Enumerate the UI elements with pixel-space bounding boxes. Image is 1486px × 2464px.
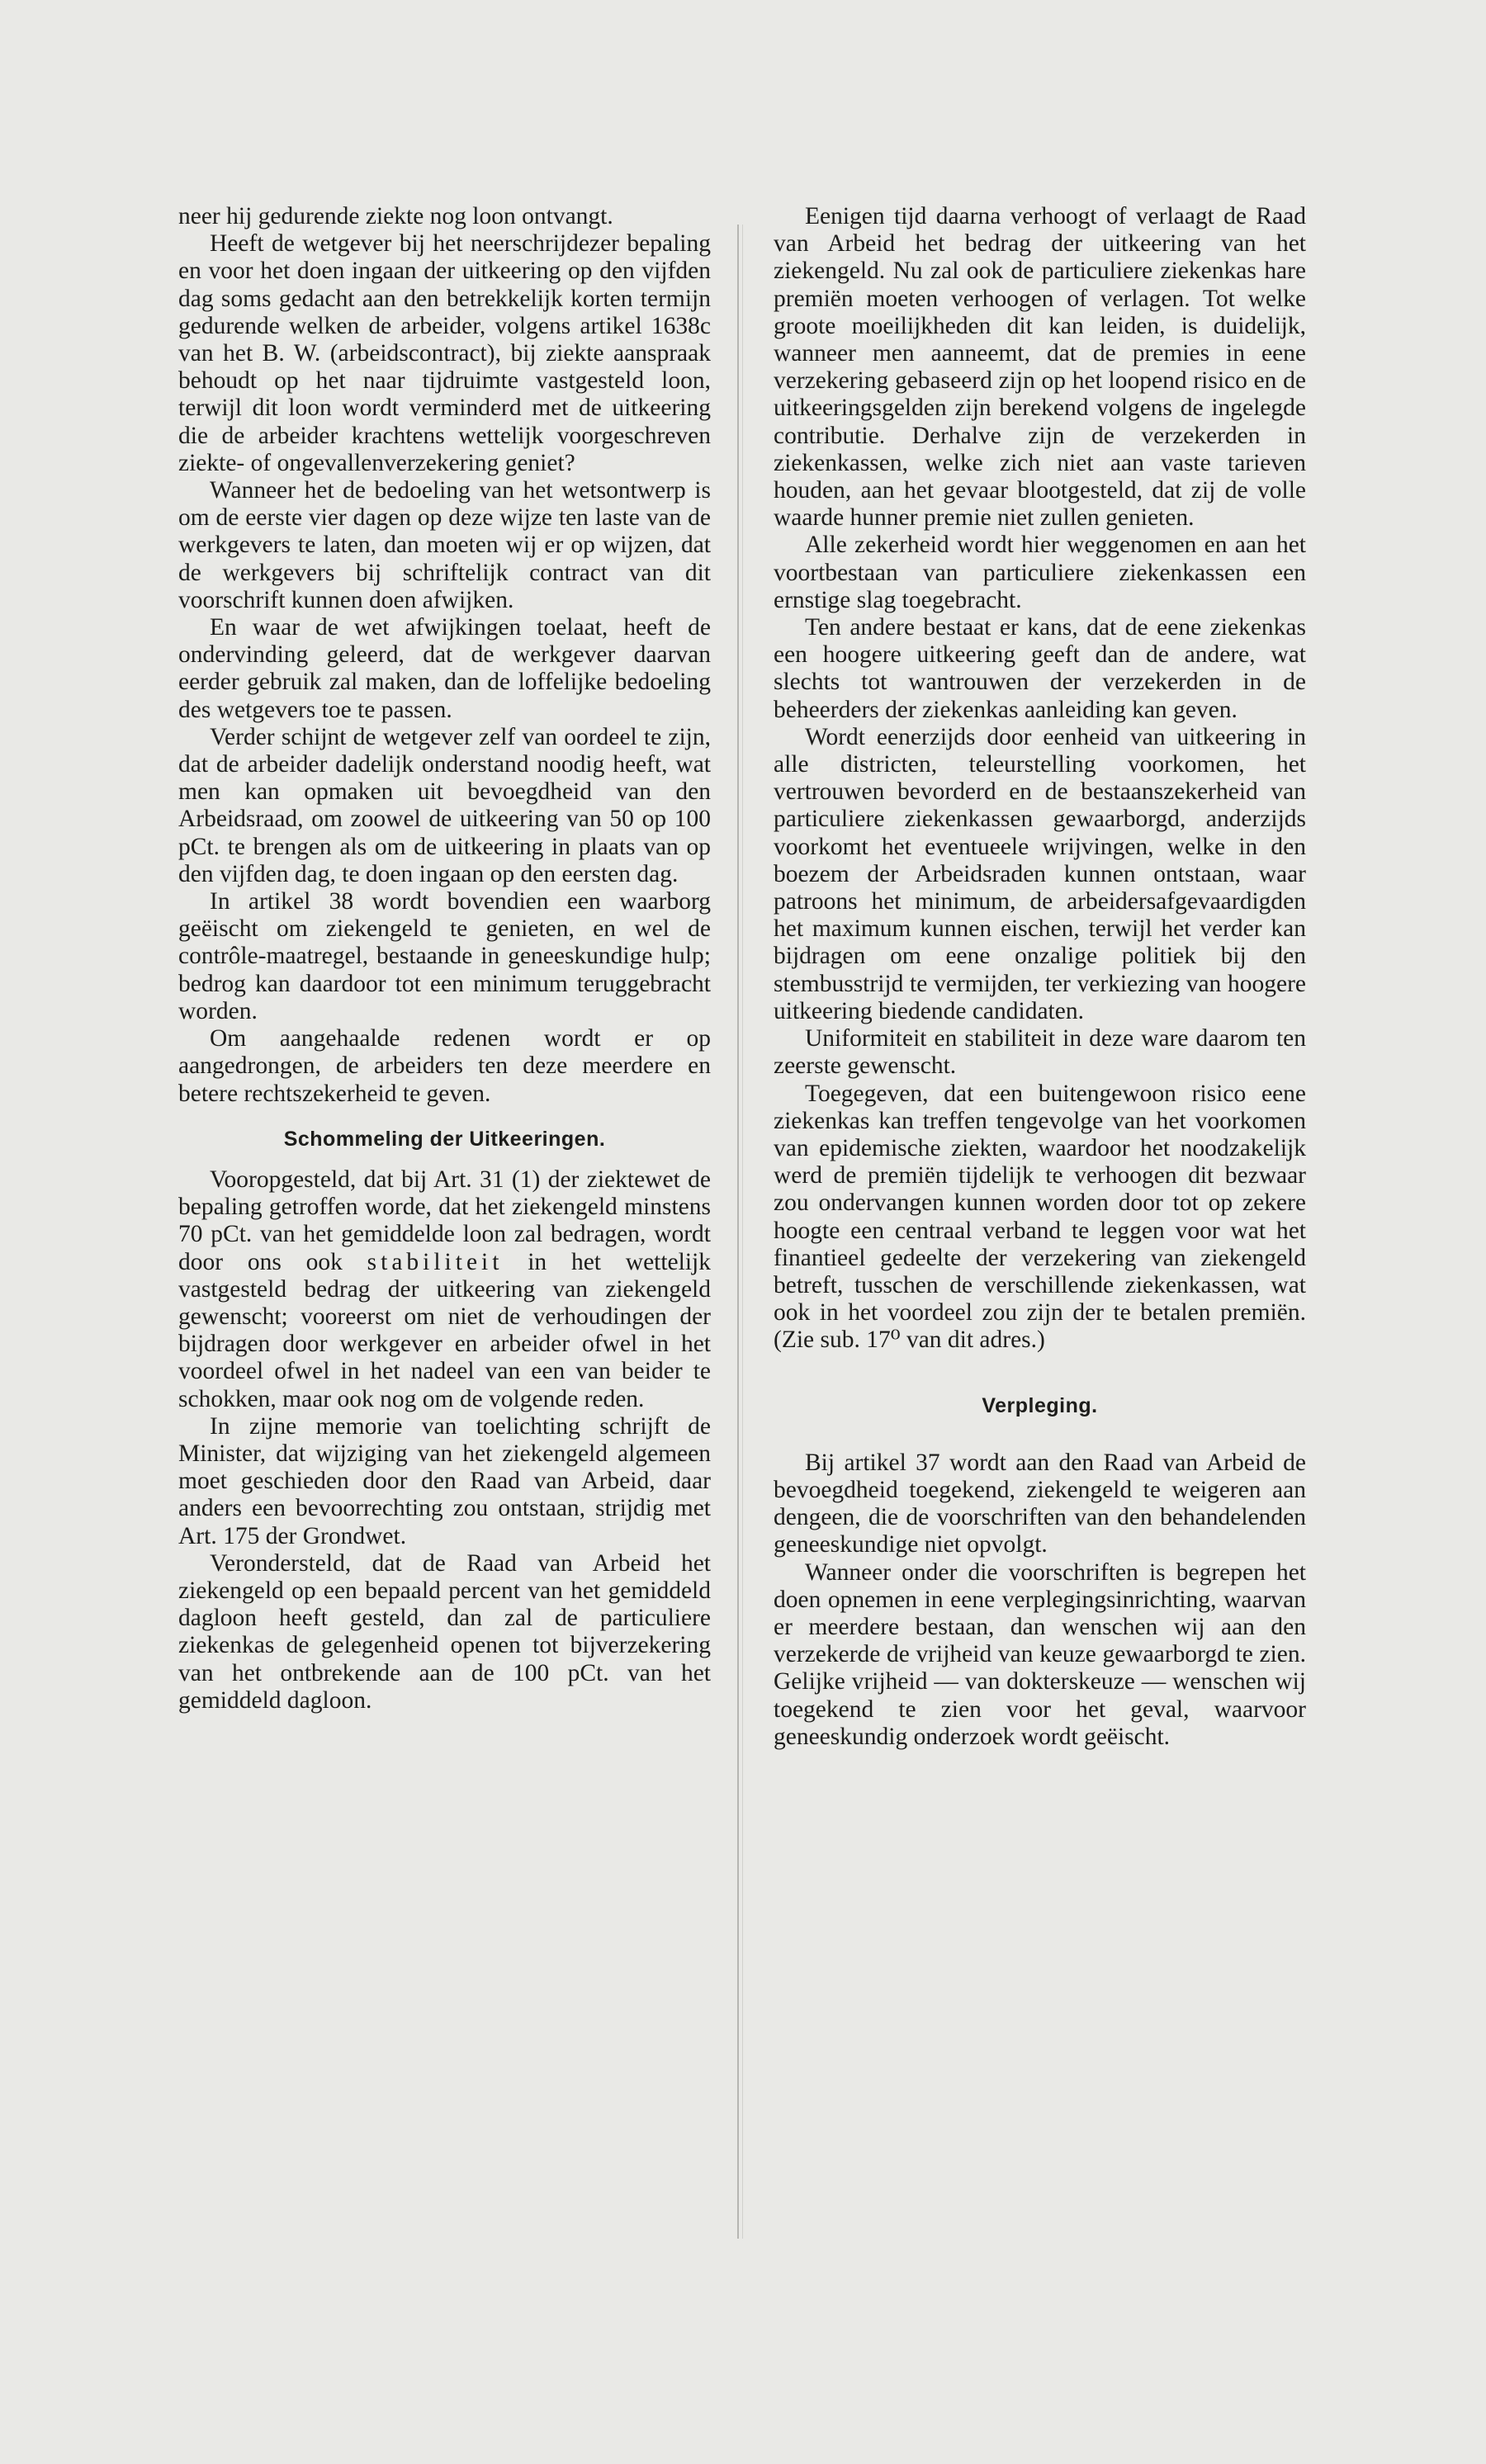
right-column [774,203,1306,1751]
paragraph: Wanneer onder die voorschriften is begrepen het doen opnemen in eene verplegingsinrichting, waarvan er meerdere bestaan, dan wenschen wij aan den verzekerde de vrijheid van keuze gewaarborgd te zien. Gelijke vrijheid — van dokterskeuze — wenschen wij toegekend te zien voor het geval, waarvoor geneeskundig onderzoek wordt geëischt. [774,1558,1306,1750]
spaced-emphasis: stabiliteit [367,1248,504,1275]
left-column [178,203,711,1714]
paragraph: Toegegeven, dat een buitengewoon risico eene ziekenkas kan treffen tengevolge van het voorkomen van epidemische ziekten, waardoor het noodzakelijk werd de premiën tijdelijk te verhoogen dit bezwaar zou ondervangen kunnen worden door tot op zekere hoogte een centraal verband te leggen voor wat het finantieel gedeelte der verzekering van ziekengeld betreft, tusschen de verschillende ziekenkassen, wat ook in het voordeel zou zijn der te betalen premiën. (Zie sub. 17⁰ van dit adres.) [774,1080,1306,1354]
section-heading: Verpleging. [982,1393,1098,1417]
paragraph: neer hij gedurende ziekte nog loon ontvangt. [178,203,613,229]
paragraph: Om aangehaalde redenen wordt er op aangedrongen, de arbeiders ten deze meerdere en betere rechtszekerheid te geven. [178,1025,711,1107]
paragraph: Bij artikel 37 wordt aan den Raad van Arbeid de bevoegdheid toegekend, ziekengeld te weigeren aan dengeen, die de voorschriften van den behandelenden geneeskundige niet opvolgt. [774,1449,1306,1558]
paragraph: Verondersteld, dat de Raad van Arbeid het ziekengeld op een bepaald percent van het gemiddeld dagloon heeft gesteld, dan zal de particuliere ziekenkas de gelegenheid openen tot bijverzekering van het ontbrekende aan de 100 pCt. van het gemiddeld dagloon. [178,1549,711,1714]
column-divider [742,225,743,2239]
paragraph [178,1166,711,1413]
paragraph: Wanneer het de bedoeling van het wetsontwerp is om de eerste vier dagen op deze wijze ten laste van de werkgevers te laten, dan moeten wij er op wijzen, dat de werkgevers bij schriftelijk contract van dit voorschrift kunnen doen afwijken. [178,477,711,613]
paragraph: Alle zekerheid wordt hier weggenomen en aan het voortbestaan van particuliere ziekenkassen een ernstige slag toegebracht. [774,532,1306,613]
paragraph: Heeft de wetgever bij het neerschrijdezer bepaling en voor het doen ingaan der uitkeering op den vijfden dag soms gedacht aan den betrekkelijk korten termijn gedurende welken de arbeider, volgens artikel 1638c van het B. W. (arbeidscontract), bij ziekte aanspraak behoudt op het naar tijdruimte vastgesteld loon, terwijl dit loon wordt verminderd met de uitkeering die de arbeider krachtens wettelijk voorgeschreven ziekte- of ongevallenverzekering geniet? [178,230,711,476]
paragraph: In zijne memorie van toelichting schrijft de Minister, dat wijziging van het ziekengeld algemeen moet geschieden door den Raad van Arbeid, daar anders een bevoorrechting zou ontstaan, strijdig met Art. 175 der Grondwet. [178,1412,711,1549]
paragraph: Uniformiteit en stabiliteit in deze ware daarom ten zeerste gewenscht. [774,1025,1306,1080]
paragraph: Verder schijnt de wetgever zelf van oordeel te zijn, dat de arbeider dadelijk onderstand noodig heeft, wat men kan opmaken uit bevoegdheid van den Arbeidsraad, om zoowel de uitkeering van 50 op 100 pCt. te brengen als om de uitkeering in plaats van op den vijfden dag, te doen ingaan op den eersten dag. [178,723,711,887]
paragraph: Eenigen tijd daarna verhoogt of verlaagt de Raad van Arbeid het bedrag der uitkeering van het ziekengeld. Nu zal ook de particuliere ziekenkas hare premiën moeten verhoogen of verlagen. Tot welke groote moeilijkheden dit kan leiden, is duidelijk, wanneer men aanneemt, dat de premies in eene verzekering gebaseerd zijn op het loopend risico en de uitkeeringsgelden zijn berekend volgens de ingelegde contributie. Derhalve zijn de verzekerden in ziekenkassen, welke zich niet aan vaste tarieven houden, aan het gevaar blootgesteld, dat zij de volle waarde hunner premie niet zullen genieten. [774,203,1306,532]
paragraph: En waar de wet afwijkingen toelaat, heeft de ondervinding geleerd, dat de werkgever daarvan eerder gebruik zal maken, dan de loffelijke bedoeling des wetgevers toe te passen. [178,614,711,723]
paragraph-text: Vooropgesteld, dat bij Art. 31 (1) der ziektewet de bepaling getroffen worde, dat het ziekengeld minstens 70 pCt. van het gemiddelde loon zal bedragen, wordt door ons ook [178,1166,711,1275]
paragraph: In artikel 38 wordt bovendien een waarborg geëischt om ziekengeld te genieten, en wel de contrôle-maatregel, bestaande in geneeskundige hulp; bedrog kan daardoor tot een minimum teruggebracht worden. [178,888,711,1024]
section-heading: Schommeling der Uitkeeringen. [283,1127,606,1151]
paragraph: Ten andere bestaat er kans, dat de eene ziekenkas een hoogere uitkeering geeft dan de andere, wat slechts tot wantrouwen der verzekerden in de beheerders der ziekenkas aanleiding kan geven. [774,614,1306,723]
paragraph: Wordt eenerzijds door eenheid van uitkeering in alle districten, teleurstelling voorkomen, het vertrouwen bevorderd en de bestaanszekerheid van particuliere ziekenkassen gewaarborgd, anderzijds voorkomt het eventueele wrijvingen, welke in den boezem der Arbeidsraden kunnen ontstaan, waar patroons het minimum, de arbeidersafgevaardigden het maximum kunnen eischen, terwijl het verder kan bijdragen om eene onzalige politiek bij den stembusstrijd te vermijden, ter verkiezing van hoogere uitkeering biedende candidaten. [774,723,1306,1024]
paragraph-text: in het wettelijk vastgesteld bedrag der uitkeering van ziekengeld gewenscht; vooreerst om niet de verhoudingen der bijdragen door werkgever en arbeider ofwel in het voordeel ofwel in het nadeel van een van beider te schokken, maar ook nog om de volgende reden. [178,1248,711,1412]
column-divider [737,225,739,2239]
